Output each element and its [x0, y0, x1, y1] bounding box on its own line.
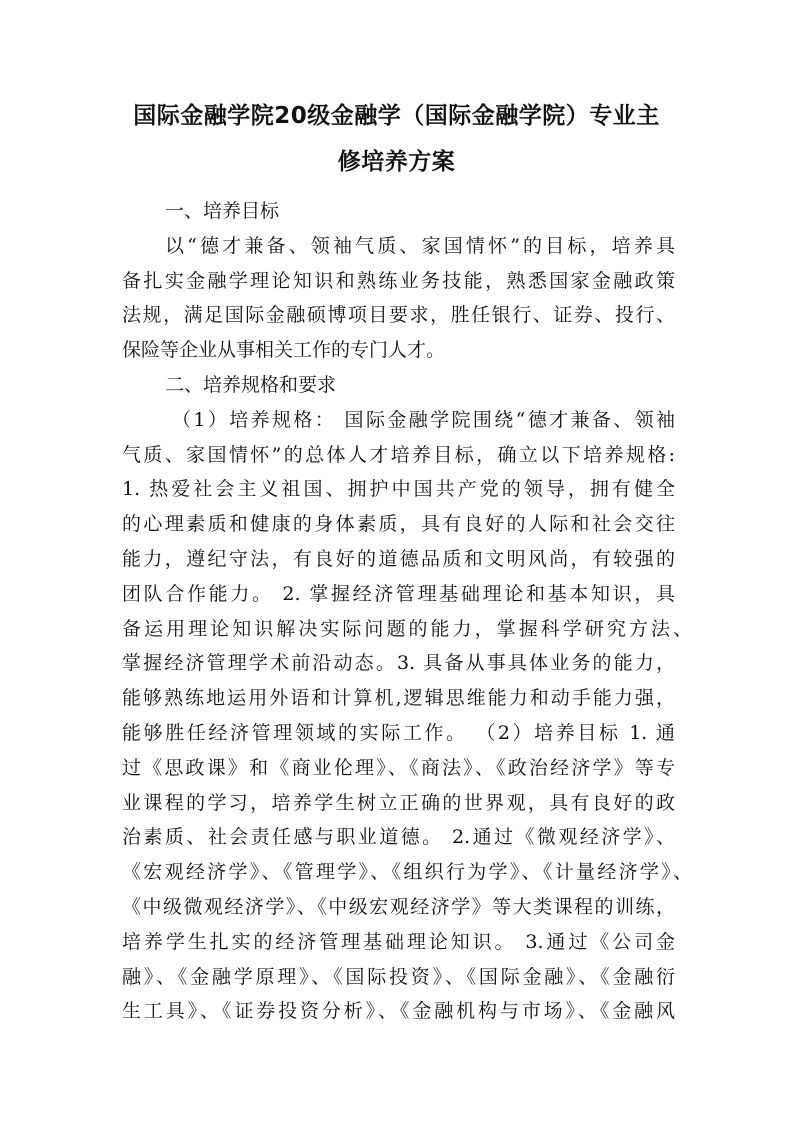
section-heading-requirements: 二、培养规格和要求	[165, 373, 337, 396]
paragraph-line: 的心理素质和健康的身体素质，具有良好的人际和社会交往	[122, 513, 675, 536]
document-body	[122, 197, 692, 1032]
paragraph-line: 融》、《金融学原理》、《国际投资》、《国际金融》、《金融衍	[122, 965, 675, 988]
paragraph-line: 过《思政课》和《商业伦理》、《商法》、《政治经济学》等专	[122, 756, 675, 779]
paragraph-line: 业课程的学习，培养学生树立正确的世界观，具有良好的政	[122, 791, 675, 814]
paragraph-line: 法规，满足国际金融硕博项目要求，胜任银行、证券、投行、	[122, 304, 675, 327]
paragraph-line: 能够熟练地运用外语和计算机,逻辑思维能力和动手能力强，	[122, 687, 675, 710]
paragraph-line: 培养学生扎实的经济管理基础理论知识。 3.通过《公司金	[122, 930, 675, 953]
paragraph-line: 备扎实金融学理论知识和熟练业务技能，熟悉国家金融政策	[122, 269, 675, 292]
paragraph-line: （1）培养规格： 国际金融学院围绕“德才兼备、领袖	[172, 408, 675, 431]
paragraph-line: 以“德才兼备、领袖气质、家国情怀”的目标，培养具	[165, 234, 675, 257]
paragraph-line: 生工具》、《证券投资分析》、《金融机构与市场》、《金融风	[122, 1000, 675, 1023]
paragraph-line: 掌握经济管理学术前沿动态。3. 具备从事具体业务的能力，	[122, 652, 675, 675]
paragraph-line: 能够胜任经济管理领域的实际工作。 （2）培养目标 1. 通	[122, 721, 675, 744]
paragraph-line: 1. 热爱社会主义祖国、拥护中国共产党的领导，拥有健全	[122, 478, 675, 501]
paragraph-line: 《宏观经济学》、《管理学》、《组织行为学》、《计量经济学》、	[122, 861, 692, 884]
paragraph-line: 备运用理论知识解决实际问题的能力，掌握科学研究方法、	[122, 617, 692, 640]
paragraph-line: 《中级微观经济学》、《中级宏观经济学》等大类课程的训练，	[122, 895, 675, 918]
paragraph-line: 团队合作能力。 2. 掌握经济管理基础理论和基本知识，具	[122, 582, 675, 605]
document-title-line-2: 修培养方案	[337, 149, 456, 175]
paragraph-line: 气质、家国情怀”的总体人才培养目标，确立以下培养规格:	[122, 443, 675, 466]
section-heading-goals: 一、培养目标	[165, 200, 280, 222]
paragraph-line: 治素质、社会责任感与职业道德。 2.通过《微观经济学》、	[122, 826, 675, 849]
document-title-line-1: 国际金融学院20级金融学（国际金融学院）专业主	[133, 103, 660, 129]
paragraph-line: 能力，遵纪守法，有良好的道德品质和文明风尚，有较强的	[122, 547, 675, 570]
paragraph-line: 保险等企业从事相关工作的专门人才。	[122, 339, 446, 362]
